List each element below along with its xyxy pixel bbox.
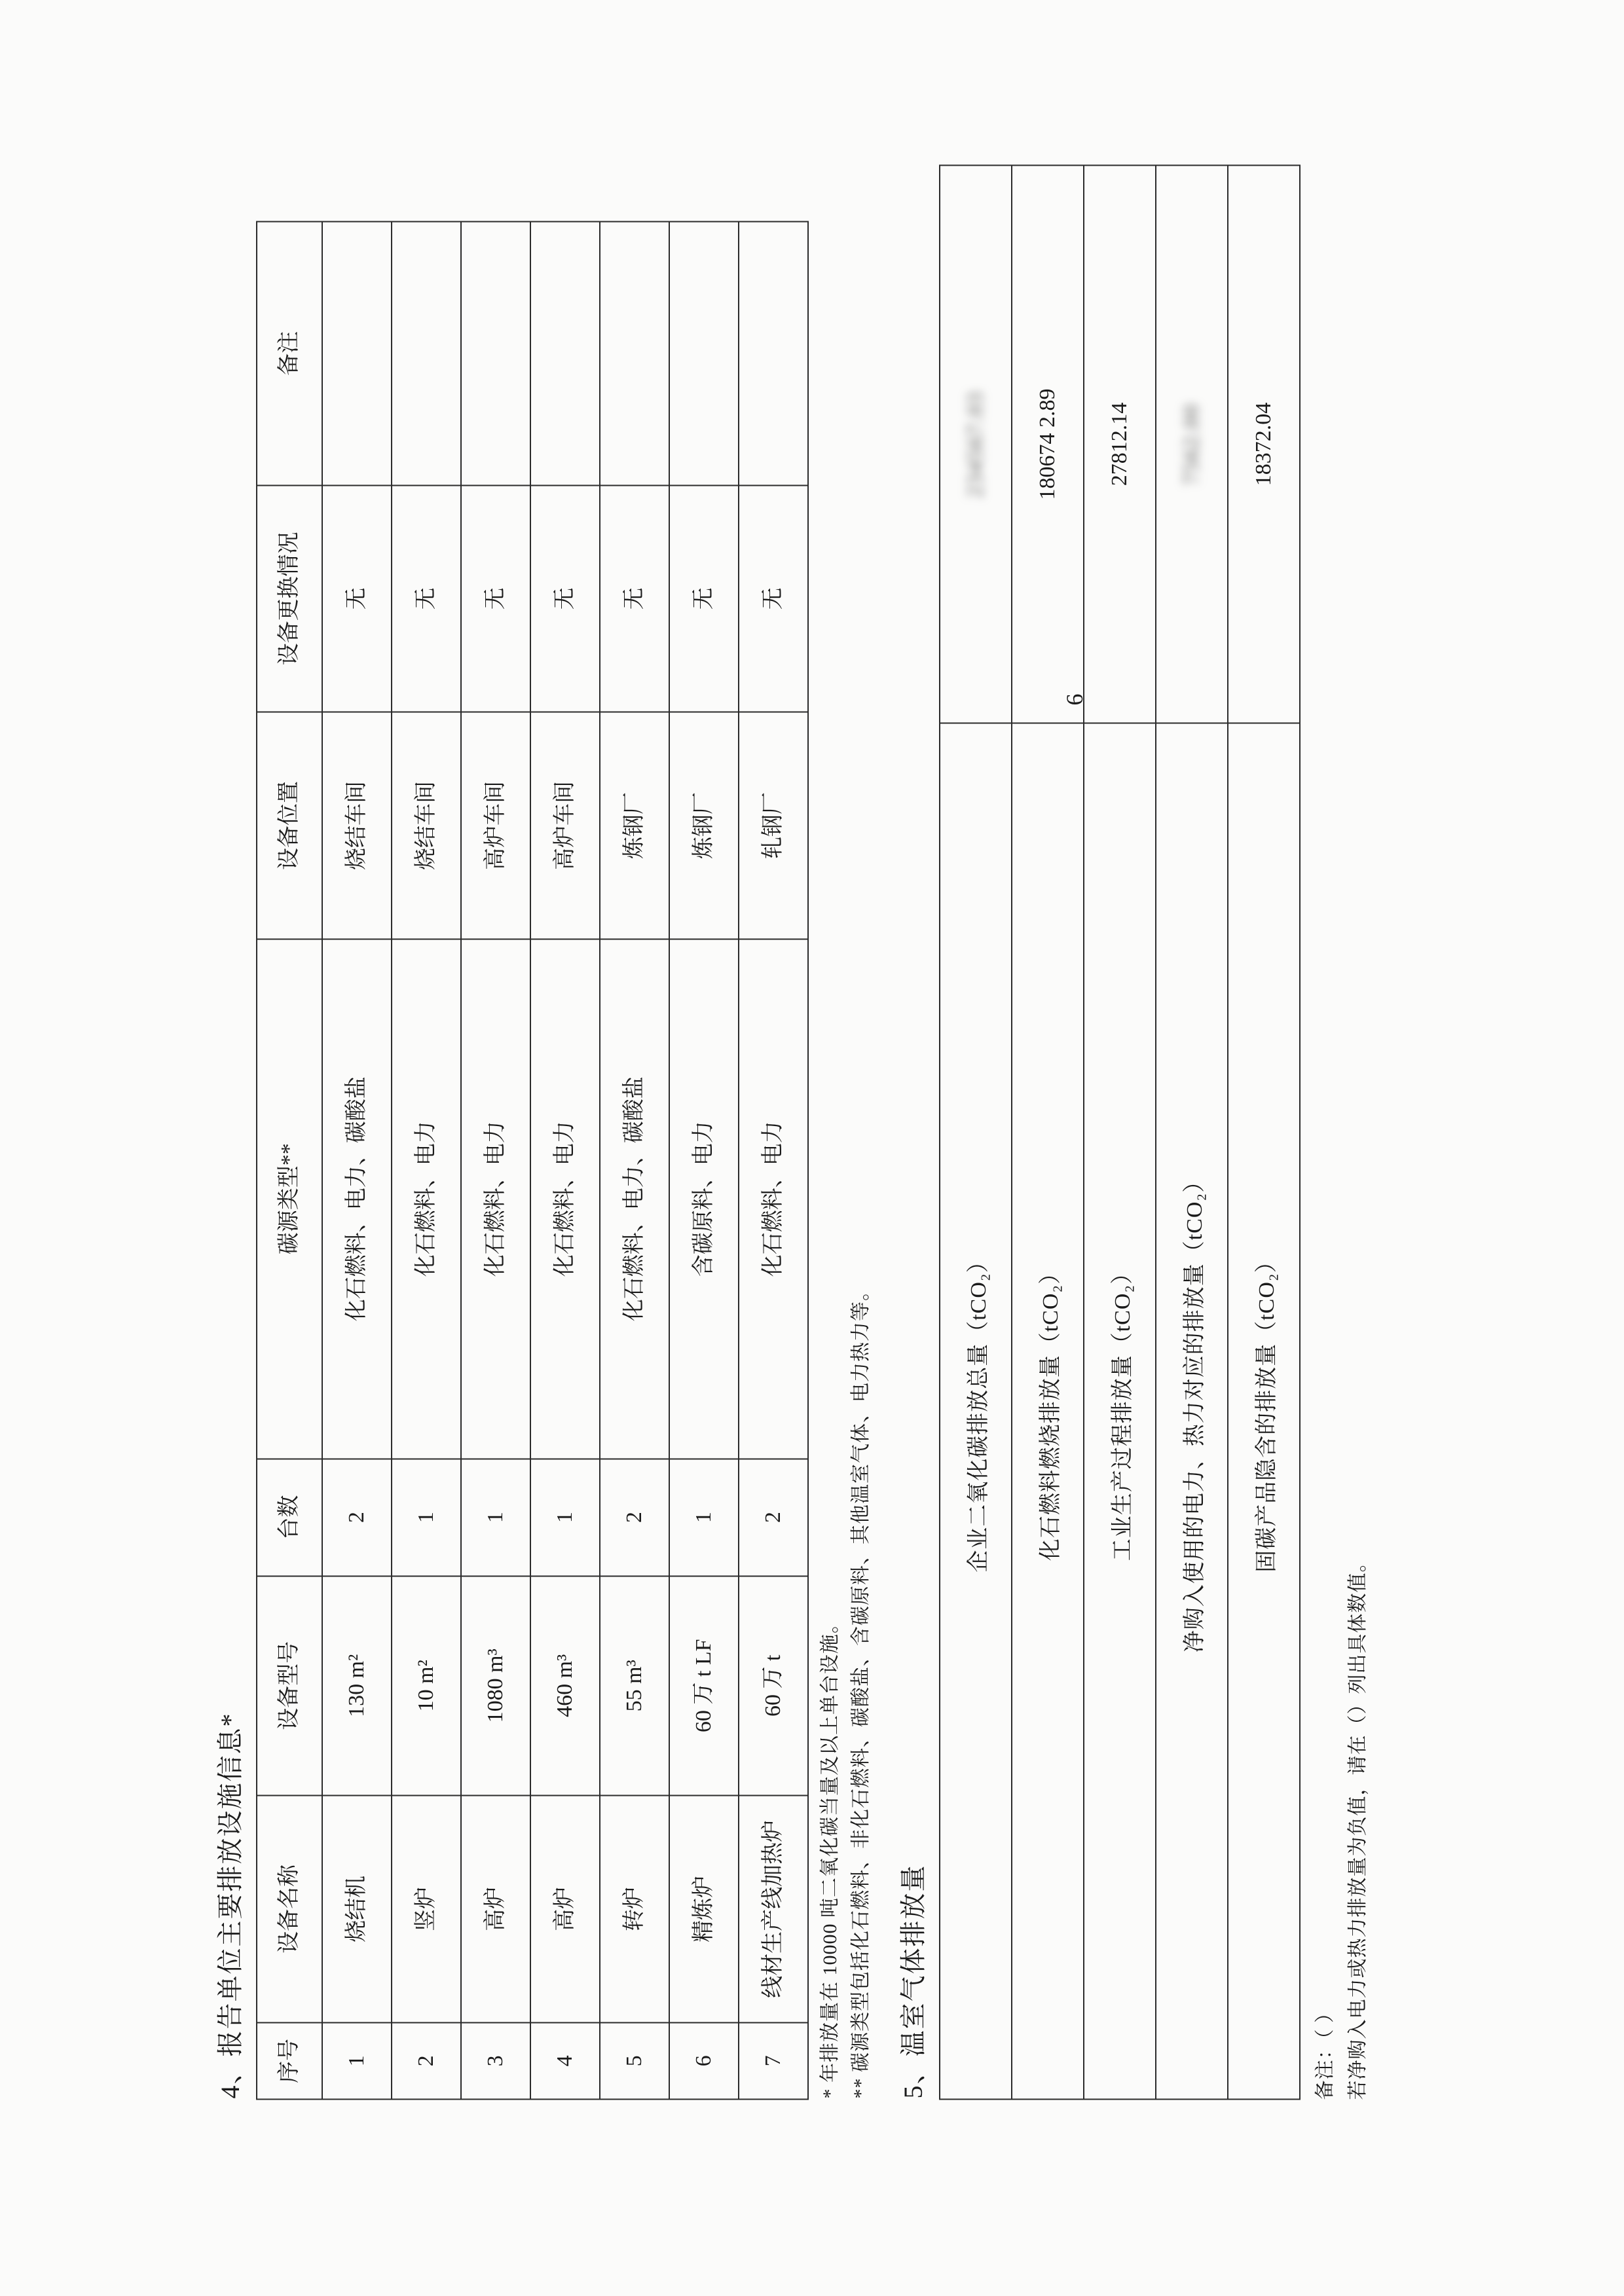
cell-index: 7 [739, 2022, 808, 2099]
cell-count: 1 [392, 1459, 461, 1576]
cell-location: 高炉车间 [461, 712, 530, 939]
cell-equipment-name: 高炉 [461, 1795, 530, 2022]
cell-equipment-name: 烧结机 [322, 1795, 392, 2022]
cell-emission-value: 180674 2.89 [1012, 165, 1084, 723]
section-4-title: 4、报告单位主要排放设施信息* [215, 1712, 245, 2098]
cell-location: 炼钢厂 [600, 712, 669, 939]
column-header-equipment-location: 设备位置 [257, 712, 322, 939]
cell-carbon-source: 化石燃料、电力 [739, 939, 808, 1459]
table-footnotes [815, 181, 876, 2100]
cell-equipment-name: 竖炉 [392, 1795, 461, 2022]
cell-remark [600, 221, 669, 485]
cell-remark [392, 221, 461, 485]
table-row [461, 221, 530, 2099]
facilities-table [256, 221, 809, 2100]
cell-emission-value-redacted: 234567.03 [940, 165, 1012, 723]
cell-equipment-name: 线材生产线加热炉 [739, 1795, 808, 2022]
cell-remark [322, 221, 392, 485]
cell-location: 烧结车间 [392, 712, 461, 939]
table-row [739, 221, 808, 2099]
cell-equipment-name: 精炼炉 [669, 1795, 739, 2022]
cell-change: 无 [461, 485, 530, 712]
cell-count: 2 [322, 1459, 392, 1576]
cell-equipment-name: 高炉 [530, 1795, 600, 2022]
cell-equipment-model: 60 万 t [739, 1576, 808, 1795]
table-header-row [257, 221, 322, 2099]
table-row [1156, 165, 1228, 2099]
table-row [600, 221, 669, 2099]
column-header-count: 台数 [257, 1459, 322, 1576]
cell-emission-label: 净购入使用的电力、热力对应的排放量（tCO₂） [1156, 723, 1228, 2099]
cell-equipment-model: 130 m² [322, 1576, 392, 1795]
cell-equipment-name: 转炉 [600, 1795, 669, 2022]
cell-index: 6 [669, 2022, 739, 2099]
table-row [530, 221, 600, 2099]
table-row [1084, 165, 1156, 2099]
cell-location: 高炉车间 [530, 712, 600, 939]
ghg-emissions-table [939, 164, 1301, 2100]
footnote-annual-emission: * 年排放量在 10000 吨二氧化碳当量及以上单台设施。 [819, 1613, 841, 2098]
column-header-equipment-name: 设备名称 [257, 1795, 322, 2022]
table-row [669, 221, 739, 2099]
cell-emission-label: 工业生产过程排放量（tCO₂） [1084, 723, 1156, 2099]
page-number: 6 [1061, 693, 1088, 705]
cell-change: 无 [322, 485, 392, 712]
cell-index: 1 [322, 2022, 392, 2099]
cell-index: 4 [530, 2022, 600, 2099]
cell-remark [530, 221, 600, 485]
column-header-equipment-model: 设备型号 [257, 1576, 322, 1795]
column-header-remark: 备注 [257, 221, 322, 485]
cell-change: 无 [739, 485, 808, 712]
cell-carbon-source: 化石燃料、电力、碳酸盐 [600, 939, 669, 1459]
table-row [1012, 165, 1084, 2099]
cell-count: 1 [669, 1459, 739, 1576]
cell-carbon-source: 化石燃料、电力 [530, 939, 600, 1459]
document-content [210, 181, 1375, 2100]
cell-location: 轧钢厂 [739, 712, 808, 939]
cell-change: 无 [392, 485, 461, 712]
cell-change: 无 [600, 485, 669, 712]
cell-emission-label: 固碳产品隐含的排放量（tCO₂） [1228, 723, 1300, 2099]
column-header-index: 序号 [257, 2022, 322, 2099]
cell-count: 1 [461, 1459, 530, 1576]
column-header-carbon-source-type: 碳源类型** [257, 939, 322, 1459]
cell-index: 5 [600, 2022, 669, 2099]
cell-index: 3 [461, 2022, 530, 2099]
table-row [322, 221, 392, 2099]
cell-carbon-source: 化石燃料、电力 [392, 939, 461, 1459]
cell-equipment-model: 10 m² [392, 1576, 461, 1795]
document-footnotes [1310, 181, 1374, 2100]
cell-equipment-model: 55 m³ [600, 1576, 669, 1795]
cell-emission-label: 企业二氧化碳排放总量（tCO₂） [940, 723, 1012, 2099]
footnote-carbon-source-types: ** 碳源类型包括化石燃料、非化石燃料、碳酸盐、含碳原料、其他温室气体、电力热力等。 [850, 1280, 872, 2098]
cell-equipment-model: 60 万 t LF [669, 1576, 739, 1795]
cell-emission-value: 27812.14 [1084, 165, 1156, 723]
cell-equipment-model: 1080 m³ [461, 1576, 530, 1795]
cell-carbon-source: 含碳原料、电力 [669, 939, 739, 1459]
footnote-remark: 备注：（ ） [1314, 2002, 1336, 2100]
cell-count: 2 [600, 1459, 669, 1576]
footnote-negative-value: 若净购入电力或热力排放量为负值，请在（）列出具体数值。 [1347, 1552, 1369, 2100]
cell-carbon-source: 化石燃料、电力 [461, 939, 530, 1459]
table-row [392, 221, 461, 2099]
cell-emission-value-redacted: 7562.00 [1156, 165, 1228, 723]
cell-count: 1 [530, 1459, 600, 1576]
cell-equipment-model: 460 m³ [530, 1576, 600, 1795]
table-row [940, 165, 1012, 2099]
cell-count: 2 [739, 1459, 808, 1576]
table-row [1228, 165, 1300, 2099]
section-5-title: 5、温室气体排放量 [898, 1864, 928, 2098]
cell-location: 烧结车间 [322, 712, 392, 939]
cell-emission-value: 18372.04 [1228, 165, 1300, 723]
cell-emission-label: 化石燃料燃烧排放量（tCO₂） [1012, 723, 1084, 2099]
cell-remark [461, 221, 530, 485]
column-header-equipment-change: 设备更换情况 [257, 485, 322, 712]
cell-change: 无 [669, 485, 739, 712]
cell-index: 2 [392, 2022, 461, 2099]
cell-carbon-source: 化石燃料、电力、碳酸盐 [322, 939, 392, 1459]
cell-remark [669, 221, 739, 485]
cell-location: 炼钢厂 [669, 712, 739, 939]
cell-change: 无 [530, 485, 600, 712]
cell-remark [739, 221, 808, 485]
